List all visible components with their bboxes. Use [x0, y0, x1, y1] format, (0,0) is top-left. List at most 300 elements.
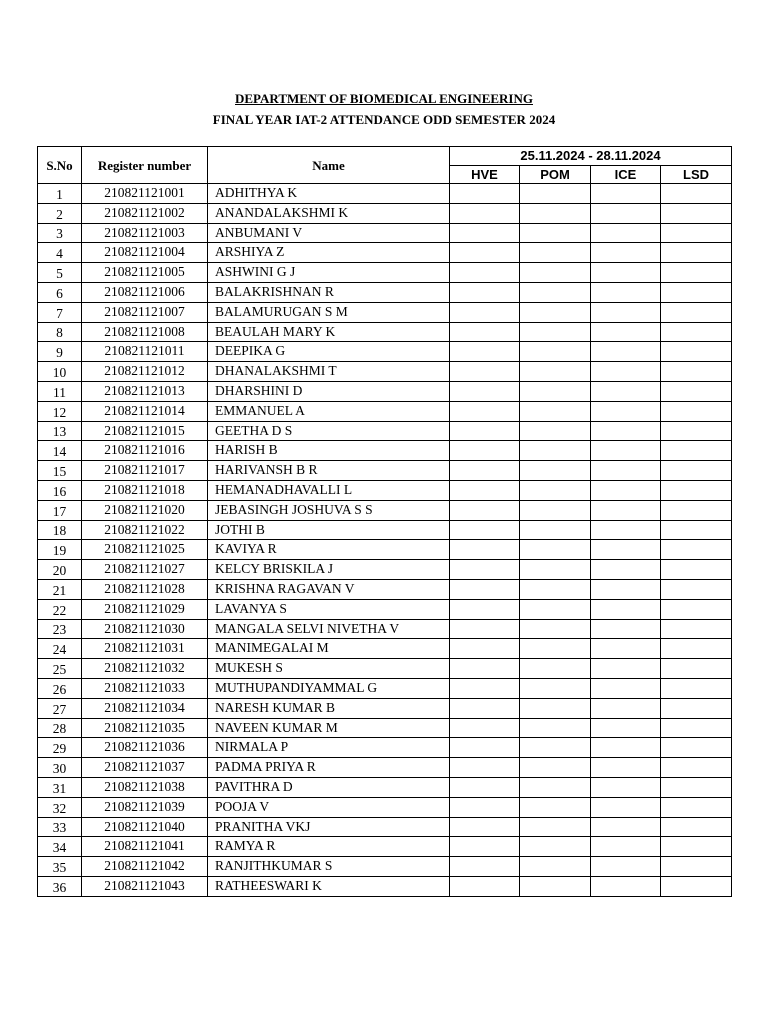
row-attendance-ice — [591, 758, 661, 778]
row-attendance-lsd — [661, 738, 732, 758]
row-attendance-pom — [520, 678, 591, 698]
table-row — [38, 184, 732, 204]
row-attendance-hve — [450, 817, 520, 837]
row-attendance-lsd — [661, 322, 732, 342]
row-attendance-hve — [450, 401, 520, 421]
row-sno: 24 — [38, 639, 82, 659]
row-sno: 6 — [38, 282, 82, 302]
row-attendance-lsd — [661, 500, 732, 520]
row-attendance-hve — [450, 758, 520, 778]
table-row — [38, 876, 732, 896]
row-attendance-lsd — [661, 421, 732, 441]
row-attendance-hve — [450, 461, 520, 481]
row-attendance-pom — [520, 738, 591, 758]
row-attendance-lsd — [661, 817, 732, 837]
row-sno: 8 — [38, 322, 82, 342]
row-attendance-pom — [520, 639, 591, 659]
row-attendance-hve — [450, 777, 520, 797]
row-attendance-lsd — [661, 698, 732, 718]
row-attendance-lsd — [661, 480, 732, 500]
row-register-number: 210821121018 — [82, 480, 208, 500]
row-attendance-lsd — [661, 619, 732, 639]
row-attendance-pom — [520, 223, 591, 243]
row-register-number: 210821121008 — [82, 322, 208, 342]
row-attendance-lsd — [661, 203, 732, 223]
row-student-name: RAMYA R — [208, 837, 450, 857]
table-row — [38, 738, 732, 758]
row-student-name: JOTHI B — [208, 520, 450, 540]
row-student-name: NARESH KUMAR B — [208, 698, 450, 718]
row-register-number: 210821121005 — [82, 263, 208, 283]
row-attendance-ice — [591, 381, 661, 401]
row-attendance-ice — [591, 441, 661, 461]
row-attendance-pom — [520, 322, 591, 342]
table-row — [38, 243, 732, 263]
row-attendance-ice — [591, 777, 661, 797]
row-register-number: 210821121041 — [82, 837, 208, 857]
row-attendance-pom — [520, 560, 591, 580]
row-attendance-ice — [591, 223, 661, 243]
row-attendance-pom — [520, 718, 591, 738]
row-student-name: HARISH B — [208, 441, 450, 461]
header-name: Name — [208, 147, 450, 184]
row-register-number: 210821121027 — [82, 560, 208, 580]
row-attendance-ice — [591, 817, 661, 837]
row-attendance-lsd — [661, 857, 732, 877]
table-row — [38, 223, 732, 243]
row-sno: 32 — [38, 797, 82, 817]
row-sno: 36 — [38, 876, 82, 896]
row-student-name: HARIVANSH B R — [208, 461, 450, 481]
row-register-number: 210821121033 — [82, 678, 208, 698]
row-register-number: 210821121017 — [82, 461, 208, 481]
row-register-number: 210821121034 — [82, 698, 208, 718]
row-attendance-hve — [450, 639, 520, 659]
row-attendance-hve — [450, 599, 520, 619]
header-register-number: Register number — [82, 147, 208, 184]
row-attendance-pom — [520, 520, 591, 540]
row-attendance-ice — [591, 362, 661, 382]
row-student-name: DHANALAKSHMI T — [208, 362, 450, 382]
row-student-name: ANBUMANI V — [208, 223, 450, 243]
table-row — [38, 718, 732, 738]
row-attendance-pom — [520, 342, 591, 362]
row-sno: 30 — [38, 758, 82, 778]
row-attendance-pom — [520, 282, 591, 302]
row-student-name: MUKESH S — [208, 659, 450, 679]
row-sno: 25 — [38, 659, 82, 679]
table-row — [38, 520, 732, 540]
row-attendance-hve — [450, 678, 520, 698]
header-subject-ice: ICE — [591, 165, 661, 184]
row-attendance-lsd — [661, 639, 732, 659]
table-row — [38, 322, 732, 342]
attendance-table — [37, 146, 732, 897]
row-attendance-hve — [450, 876, 520, 896]
row-sno: 23 — [38, 619, 82, 639]
row-attendance-ice — [591, 243, 661, 263]
row-register-number: 210821121032 — [82, 659, 208, 679]
row-attendance-pom — [520, 184, 591, 204]
row-attendance-lsd — [661, 342, 732, 362]
row-attendance-hve — [450, 837, 520, 857]
row-register-number: 210821121036 — [82, 738, 208, 758]
row-register-number: 210821121035 — [82, 718, 208, 738]
row-attendance-lsd — [661, 263, 732, 283]
row-attendance-ice — [591, 540, 661, 560]
row-attendance-lsd — [661, 223, 732, 243]
row-attendance-ice — [591, 857, 661, 877]
row-student-name: KAVIYA R — [208, 540, 450, 560]
row-attendance-ice — [591, 461, 661, 481]
row-attendance-lsd — [661, 540, 732, 560]
row-attendance-pom — [520, 857, 591, 877]
row-student-name: EMMANUEL A — [208, 401, 450, 421]
row-attendance-pom — [520, 203, 591, 223]
row-sno: 26 — [38, 678, 82, 698]
row-student-name: NAVEEN KUMAR M — [208, 718, 450, 738]
row-sno: 20 — [38, 560, 82, 580]
header-subject-pom: POM — [520, 165, 591, 184]
row-attendance-hve — [450, 302, 520, 322]
row-register-number: 210821121029 — [82, 599, 208, 619]
row-attendance-hve — [450, 659, 520, 679]
row-sno: 27 — [38, 698, 82, 718]
row-attendance-hve — [450, 282, 520, 302]
table-row — [38, 302, 732, 322]
row-attendance-lsd — [661, 441, 732, 461]
row-attendance-hve — [450, 797, 520, 817]
row-student-name: KRISHNA RAGAVAN V — [208, 579, 450, 599]
row-sno: 28 — [38, 718, 82, 738]
row-sno: 2 — [38, 203, 82, 223]
row-student-name: NIRMALA P — [208, 738, 450, 758]
table-row — [38, 659, 732, 679]
table-row — [38, 263, 732, 283]
row-attendance-ice — [591, 579, 661, 599]
row-sno: 22 — [38, 599, 82, 619]
table-row — [38, 560, 732, 580]
row-attendance-hve — [450, 560, 520, 580]
row-student-name: JEBASINGH JOSHUVA S S — [208, 500, 450, 520]
header-date-range: 25.11.2024 - 28.11.2024 — [450, 147, 732, 166]
header-sno: S.No — [38, 147, 82, 184]
row-sno: 14 — [38, 441, 82, 461]
table-row — [38, 282, 732, 302]
row-attendance-ice — [591, 342, 661, 362]
row-attendance-pom — [520, 619, 591, 639]
row-attendance-lsd — [661, 718, 732, 738]
row-attendance-lsd — [661, 758, 732, 778]
row-attendance-pom — [520, 777, 591, 797]
table-row — [38, 362, 732, 382]
table-row — [38, 579, 732, 599]
row-attendance-ice — [591, 797, 661, 817]
row-sno: 7 — [38, 302, 82, 322]
row-attendance-hve — [450, 738, 520, 758]
row-attendance-lsd — [661, 678, 732, 698]
row-attendance-lsd — [661, 777, 732, 797]
row-attendance-hve — [450, 579, 520, 599]
row-attendance-hve — [450, 480, 520, 500]
table-row — [38, 500, 732, 520]
row-attendance-pom — [520, 401, 591, 421]
row-attendance-hve — [450, 857, 520, 877]
row-register-number: 210821121039 — [82, 797, 208, 817]
row-student-name: MUTHUPANDIYAMMAL G — [208, 678, 450, 698]
row-sno: 31 — [38, 777, 82, 797]
row-sno: 35 — [38, 857, 82, 877]
row-attendance-ice — [591, 500, 661, 520]
row-attendance-hve — [450, 500, 520, 520]
row-register-number: 210821121025 — [82, 540, 208, 560]
row-attendance-pom — [520, 263, 591, 283]
row-student-name: POOJA V — [208, 797, 450, 817]
row-attendance-ice — [591, 560, 661, 580]
row-attendance-hve — [450, 718, 520, 738]
row-attendance-hve — [450, 243, 520, 263]
row-register-number: 210821121013 — [82, 381, 208, 401]
row-sno: 11 — [38, 381, 82, 401]
row-sno: 12 — [38, 401, 82, 421]
table-row — [38, 203, 732, 223]
row-register-number: 210821121040 — [82, 817, 208, 837]
row-attendance-pom — [520, 817, 591, 837]
row-attendance-pom — [520, 500, 591, 520]
table-row — [38, 817, 732, 837]
row-attendance-pom — [520, 837, 591, 857]
row-attendance-ice — [591, 837, 661, 857]
row-student-name: BEAULAH MARY K — [208, 322, 450, 342]
row-attendance-lsd — [661, 520, 732, 540]
row-attendance-ice — [591, 639, 661, 659]
row-attendance-hve — [450, 540, 520, 560]
row-attendance-ice — [591, 718, 661, 738]
row-attendance-lsd — [661, 282, 732, 302]
table-row — [38, 698, 732, 718]
table-row — [38, 639, 732, 659]
row-sno: 5 — [38, 263, 82, 283]
row-sno: 3 — [38, 223, 82, 243]
row-sno: 21 — [38, 579, 82, 599]
row-sno: 13 — [38, 421, 82, 441]
row-attendance-ice — [591, 738, 661, 758]
header-subject-lsd: LSD — [661, 165, 732, 184]
row-attendance-ice — [591, 876, 661, 896]
row-attendance-pom — [520, 579, 591, 599]
row-student-name: DEEPIKA G — [208, 342, 450, 362]
row-student-name: DHARSHINI D — [208, 381, 450, 401]
row-attendance-ice — [591, 203, 661, 223]
row-attendance-hve — [450, 184, 520, 204]
row-register-number: 210821121031 — [82, 639, 208, 659]
row-student-name: ASHWINI G J — [208, 263, 450, 283]
table-row — [38, 342, 732, 362]
row-attendance-pom — [520, 876, 591, 896]
row-attendance-pom — [520, 362, 591, 382]
row-attendance-ice — [591, 263, 661, 283]
row-attendance-lsd — [661, 599, 732, 619]
department-title: DEPARTMENT OF BIOMEDICAL ENGINEERING — [235, 91, 533, 106]
row-register-number: 210821121028 — [82, 579, 208, 599]
row-register-number: 210821121006 — [82, 282, 208, 302]
table-row — [38, 381, 732, 401]
row-register-number: 210821121007 — [82, 302, 208, 322]
row-attendance-ice — [591, 322, 661, 342]
row-attendance-lsd — [661, 381, 732, 401]
row-attendance-hve — [450, 362, 520, 382]
row-sno: 16 — [38, 480, 82, 500]
row-register-number: 210821121002 — [82, 203, 208, 223]
row-attendance-hve — [450, 698, 520, 718]
table-row — [38, 837, 732, 857]
row-sno: 4 — [38, 243, 82, 263]
row-sno: 1 — [38, 184, 82, 204]
table-row — [38, 480, 732, 500]
table-row — [38, 540, 732, 560]
row-student-name: MANIMEGALAI M — [208, 639, 450, 659]
row-student-name: ARSHIYA Z — [208, 243, 450, 263]
row-sno: 29 — [38, 738, 82, 758]
table-row — [38, 421, 732, 441]
row-attendance-ice — [591, 302, 661, 322]
row-attendance-ice — [591, 678, 661, 698]
row-attendance-hve — [450, 421, 520, 441]
row-attendance-hve — [450, 263, 520, 283]
row-attendance-lsd — [661, 579, 732, 599]
row-attendance-hve — [450, 223, 520, 243]
row-attendance-pom — [520, 758, 591, 778]
row-attendance-pom — [520, 421, 591, 441]
row-student-name: GEETHA D S — [208, 421, 450, 441]
row-attendance-pom — [520, 461, 591, 481]
row-attendance-hve — [450, 441, 520, 461]
row-student-name: PADMA PRIYA R — [208, 758, 450, 778]
row-attendance-lsd — [661, 401, 732, 421]
table-row — [38, 461, 732, 481]
row-register-number: 210821121043 — [82, 876, 208, 896]
row-register-number: 210821121003 — [82, 223, 208, 243]
row-attendance-pom — [520, 381, 591, 401]
row-attendance-ice — [591, 659, 661, 679]
row-student-name: BALAMURUGAN S M — [208, 302, 450, 322]
row-register-number: 210821121011 — [82, 342, 208, 362]
row-student-name: ADHITHYA K — [208, 184, 450, 204]
row-attendance-pom — [520, 243, 591, 263]
table-body — [38, 184, 732, 897]
row-attendance-ice — [591, 401, 661, 421]
row-attendance-lsd — [661, 560, 732, 580]
row-attendance-lsd — [661, 797, 732, 817]
table-row — [38, 401, 732, 421]
table-row — [38, 758, 732, 778]
table-row — [38, 441, 732, 461]
row-attendance-hve — [450, 520, 520, 540]
row-attendance-pom — [520, 480, 591, 500]
row-student-name: HEMANADHAVALLI L — [208, 480, 450, 500]
row-attendance-ice — [591, 599, 661, 619]
row-attendance-pom — [520, 302, 591, 322]
header-subject-hve: HVE — [450, 165, 520, 184]
row-student-name: PRANITHA VKJ — [208, 817, 450, 837]
row-attendance-lsd — [661, 837, 732, 857]
row-register-number: 210821121001 — [82, 184, 208, 204]
row-attendance-ice — [591, 282, 661, 302]
row-sno: 15 — [38, 461, 82, 481]
attendance-subtitle: FINAL YEAR IAT-2 ATTENDANCE ODD SEMESTER 2024 — [212, 112, 556, 127]
row-attendance-lsd — [661, 876, 732, 896]
row-register-number: 210821121042 — [82, 857, 208, 877]
table-row — [38, 797, 732, 817]
row-register-number: 210821121014 — [82, 401, 208, 421]
row-attendance-hve — [450, 342, 520, 362]
row-student-name: ANANDALAKSHMI K — [208, 203, 450, 223]
row-attendance-ice — [591, 698, 661, 718]
row-student-name: BALAKRISHNAN R — [208, 282, 450, 302]
table-row — [38, 619, 732, 639]
row-attendance-ice — [591, 520, 661, 540]
row-register-number: 210821121030 — [82, 619, 208, 639]
row-register-number: 210821121022 — [82, 520, 208, 540]
row-attendance-pom — [520, 698, 591, 718]
row-attendance-hve — [450, 381, 520, 401]
row-attendance-ice — [591, 619, 661, 639]
row-sno: 9 — [38, 342, 82, 362]
row-register-number: 210821121012 — [82, 362, 208, 382]
table-row — [38, 678, 732, 698]
row-sno: 10 — [38, 362, 82, 382]
row-sno: 18 — [38, 520, 82, 540]
table-row — [38, 777, 732, 797]
row-register-number: 210821121020 — [82, 500, 208, 520]
row-register-number: 210821121015 — [82, 421, 208, 441]
row-sno: 19 — [38, 540, 82, 560]
row-attendance-lsd — [661, 243, 732, 263]
row-sno: 34 — [38, 837, 82, 857]
row-student-name: LAVANYA S — [208, 599, 450, 619]
row-attendance-pom — [520, 441, 591, 461]
row-attendance-pom — [520, 540, 591, 560]
table-row — [38, 599, 732, 619]
row-attendance-ice — [591, 184, 661, 204]
row-student-name: PAVITHRA D — [208, 777, 450, 797]
row-attendance-pom — [520, 797, 591, 817]
row-student-name: KELCY BRISKILA J — [208, 560, 450, 580]
row-sno: 17 — [38, 500, 82, 520]
row-attendance-pom — [520, 599, 591, 619]
row-attendance-lsd — [661, 362, 732, 382]
row-attendance-ice — [591, 421, 661, 441]
row-register-number: 210821121004 — [82, 243, 208, 263]
row-attendance-lsd — [661, 184, 732, 204]
row-attendance-pom — [520, 659, 591, 679]
row-attendance-lsd — [661, 659, 732, 679]
row-student-name: RANJITHKUMAR S — [208, 857, 450, 877]
row-attendance-hve — [450, 322, 520, 342]
row-register-number: 210821121038 — [82, 777, 208, 797]
row-attendance-lsd — [661, 302, 732, 322]
table-row — [38, 857, 732, 877]
row-attendance-ice — [591, 480, 661, 500]
row-register-number: 210821121016 — [82, 441, 208, 461]
row-register-number: 210821121037 — [82, 758, 208, 778]
row-attendance-lsd — [661, 461, 732, 481]
row-sno: 33 — [38, 817, 82, 837]
row-attendance-hve — [450, 619, 520, 639]
row-attendance-hve — [450, 203, 520, 223]
row-student-name: MANGALA SELVI NIVETHA V — [208, 619, 450, 639]
row-student-name: RATHEESWARI K — [208, 876, 450, 896]
